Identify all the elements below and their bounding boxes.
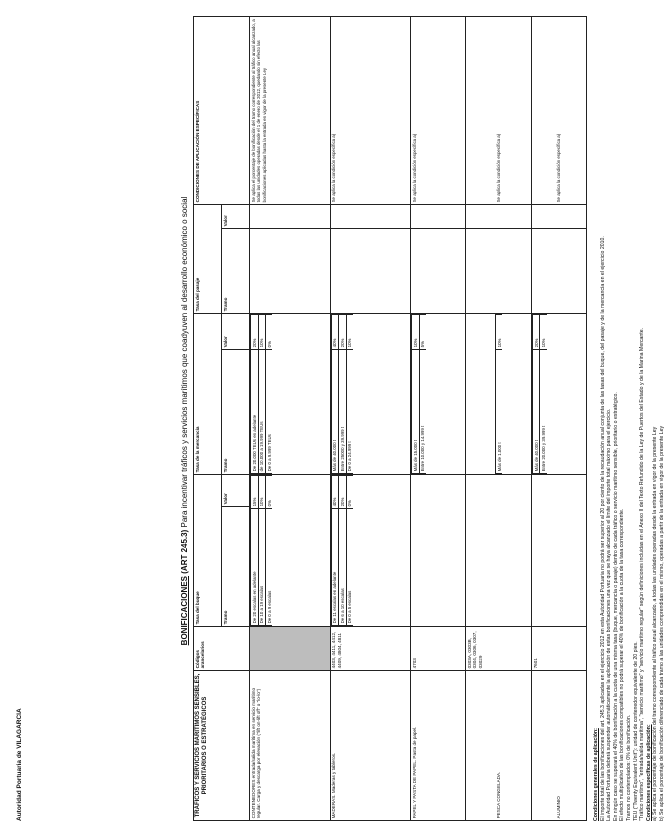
valor-cell: 10% [258, 314, 265, 349]
conditions-cell: Se aplica la condición específica a) [330, 16, 411, 204]
valor-cell: 40% [331, 475, 338, 508]
pasaje-tramo-cell [250, 228, 331, 313]
conditions-cell: Se aplica la condición específica a) [466, 16, 532, 204]
note-line: TEU ("Twenty Equivalent Unit"): unidad de contenedor equivalente de 20 pies. [632, 641, 639, 821]
tramo-cell: Entre 25000 y 39.999 t [339, 349, 346, 473]
valor-cell: 10% [495, 314, 502, 349]
tramo-cell: De 0 a 9.999 TEUs [266, 349, 273, 473]
pasaje-tramo-cell [330, 228, 411, 313]
valor-cell: 20% [339, 314, 346, 349]
title-article: (ART 245.3) [180, 529, 189, 574]
note-line: "Tráfico marítimo", "entrada/salida marítima", "servicio marítimo" y "servicio marítimo regular" según definiciones incluidas en el Anexo II del Texto Refundido de la Ley de Puertos del Estado y de la Marina Mercante. [639, 327, 646, 821]
sector-cell: ALUMINIO [532, 671, 587, 821]
header-tramo-pasaje: Tramo [222, 228, 250, 313]
pasaje-valor-cell [250, 204, 331, 228]
header-conditions: CONDICIONES DE APLICACIÓN ESPECÍFICAS [194, 16, 250, 204]
pasaje-tramo-cell [466, 228, 532, 313]
general-conditions-title: Condiciones generales de aplicación: [593, 728, 599, 821]
conditions-cell: Se aplica la condición específica a) [532, 16, 587, 204]
valor-cell: 5% [419, 314, 426, 349]
valor-cell: 20% [533, 314, 540, 349]
codes-cell: 7601 [532, 627, 587, 671]
tramo-cell: Entre 20.000 y 39.999 t [540, 349, 547, 473]
table-row [330, 16, 411, 820]
note-line: La Autoridad Portuaria deberá suspender automáticamente la aplicación de estas bonificaciones una vez que se haya alcanzado el límite del importe total máximo para el ejercicio. [606, 408, 613, 821]
valor-cell: 40% [331, 314, 338, 349]
pasaje-valor-cell [330, 204, 411, 228]
title-description: Para incentivar tráficos y servicios marítimos que coadyuven al desarrollo económico o social [180, 196, 189, 528]
valor-cell: 20% [251, 314, 258, 349]
buque-cell [250, 474, 331, 626]
valor-cell: 10% [346, 314, 353, 349]
sector-cell: CONTENEDORES entrada/salida marítima en servicio marítimo regular. Carga y descarga por elevación ("lift on-lift off" o "lo-lo") [250, 671, 331, 821]
tramo-cell: De 20 escalas en adelante [251, 509, 258, 626]
specific-condition-a: a) Se aplica el porcentaje de bonificación del tramo correspondiente al tráfico anual alcanzado, a todas las unidades operadas desde la entrada en vigor de la presente Ley [652, 426, 659, 821]
sector-cell: PAPEL Y PASTA DE PAPEL. Pasta de papel. [411, 671, 466, 821]
codes-cell [250, 627, 331, 671]
codes-cell: 4703 [411, 627, 466, 671]
header-tramo-mercancia: Tramo [222, 349, 250, 474]
tramo-cell: De 6 a 10 escalas [339, 509, 346, 626]
page-title [180, 21, 189, 821]
header-codes: Códigos arancelarios [194, 627, 250, 671]
conditions-cell: Se aplica la condición específica a) [411, 16, 466, 204]
tramo-cell: Más de 40.000 t [331, 349, 338, 473]
buque-cell [466, 474, 532, 626]
valor-cell: 20% [339, 475, 346, 508]
tramo-cell: de 10.000 a 19.999 TEUs [258, 349, 265, 473]
tramo-cell: De 10 a 19 escalas [258, 509, 265, 626]
bonificaciones-table [193, 16, 587, 821]
pasaje-tramo-cell [411, 228, 466, 313]
pasaje-valor-cell [466, 204, 532, 228]
conditions-cell: Se aplica el porcentaje de bonificación del tramo correspondiente al tráfico anual alcanzado, a todas las unidades operadas desde el 1 de enero de 2012, quedando sin efecto las bonificaciones aplicadas hasta la entrada en vigor de la presente Ley [250, 16, 331, 204]
valor-cell: 15% [251, 475, 258, 508]
sector-cell: MADERAS. Maderas y tableros. [330, 671, 411, 821]
pasaje-valor-cell [532, 204, 587, 228]
header-valor-mercancia: Valor [222, 313, 250, 349]
valor-cell: 10% [412, 314, 419, 349]
codes-cell: 0303A, 0303B, 0304, 0306, 0307, 03029 [466, 627, 532, 671]
header-valor-buque: Valor [222, 474, 250, 506]
title-bonificaciones: BONIFICACIONES [180, 575, 189, 646]
header-tasa-buque: Tasa del buque [194, 474, 222, 626]
buque-cell [532, 474, 587, 626]
header-tasa-mercancia: Tasa de la mercancía [194, 313, 222, 474]
note-line: El importe total de las bonificaciones del art. 245.3 aplicadas en el ejercicio 2012 en esta Autoridad Portuaria no podrá ser superior al 20 por ciento de la recaudación anual conjunta de las tasas del buque, del pasaje y de la mercancía en el ejercicio 2010. [599, 236, 606, 821]
note-line: Tramos no contemplados: 0% de bonificación. [625, 714, 632, 821]
mercancia-cell [466, 313, 532, 474]
buque-cell [411, 474, 466, 626]
valor-cell: 0% [266, 475, 273, 508]
specific-conditions-title: Condiciones específicas de aplicación: [645, 724, 652, 821]
valor-cell: 10% [540, 314, 547, 349]
tramo-cell: Más de 40.000 t [533, 349, 540, 473]
codes-cell: 4403, 4411, 4412, 4409, 4804, 4811 [330, 627, 411, 671]
header-tramo-buque: Tramo [222, 507, 250, 627]
tramo-cell: De 0 a 9 escalas [266, 509, 273, 626]
tramo-cell: De 20.000 TEUs en adelante [251, 349, 258, 473]
mercancia-cell [411, 313, 466, 474]
tramo-cell: De 0 a 5 escalas [346, 509, 353, 626]
valor-cell: 0% [266, 314, 273, 349]
mercancia-cell [250, 313, 331, 474]
mercancia-cell [330, 313, 411, 474]
header-tasa-pasaje: Tasa del pasaje [194, 204, 222, 313]
table-row [411, 16, 466, 820]
valor-cell: 0% [346, 475, 353, 508]
notes-section [593, 11, 666, 821]
mercancia-cell [532, 313, 587, 474]
buque-cell [330, 474, 411, 626]
table-row [466, 16, 532, 820]
table-row [532, 16, 587, 820]
note-line: En ningún caso se superará el 40% de bonificación a la cuota de una misma tasa (buque, mercancía o pasaje) dentro de cada tráfico o servicio marítimo sensible, prioritario o estratégico. [612, 392, 619, 821]
tramo-cell: De 11 escalas en adelante [331, 509, 338, 626]
header-sector: TRÁFICOS Y SERVICIOS MARÍTIMOS SENSIBLES, PRIORITARIOS O ESTRATÉGICOS [194, 671, 250, 821]
table-row [250, 16, 331, 820]
note-line: El efecto multiplicativo de las bonificaciones compatibles no podrá superar el 40% de bonificación a la cuota de la tasa correspondiente. [619, 508, 626, 821]
tramo-cell: Entre 10.000 y 14.999 t [419, 349, 426, 473]
tramo-cell: Más de 1.000 t [495, 349, 502, 473]
specific-condition-b: b) Se aplica el porcentaje de bonificación diferenciado de cada tramo a las unidades comprendidas en el mismo, operadas a partir de la entrada en vigor de la presente Ley [658, 425, 665, 821]
tramo-cell: De 0 a 24.999 t [346, 349, 353, 473]
pasaje-valor-cell [411, 204, 466, 228]
authority-name: Autoridad Portuaria de VILAGARCIA [16, 708, 23, 821]
pasaje-tramo-cell [532, 228, 587, 313]
sector-cell: PESCA CONGELADA. [466, 671, 532, 821]
valor-cell: 10% [258, 475, 265, 508]
header-valor-pasaje: Valor [222, 204, 250, 228]
tramo-cell: Más de 15.000 t [412, 349, 419, 473]
